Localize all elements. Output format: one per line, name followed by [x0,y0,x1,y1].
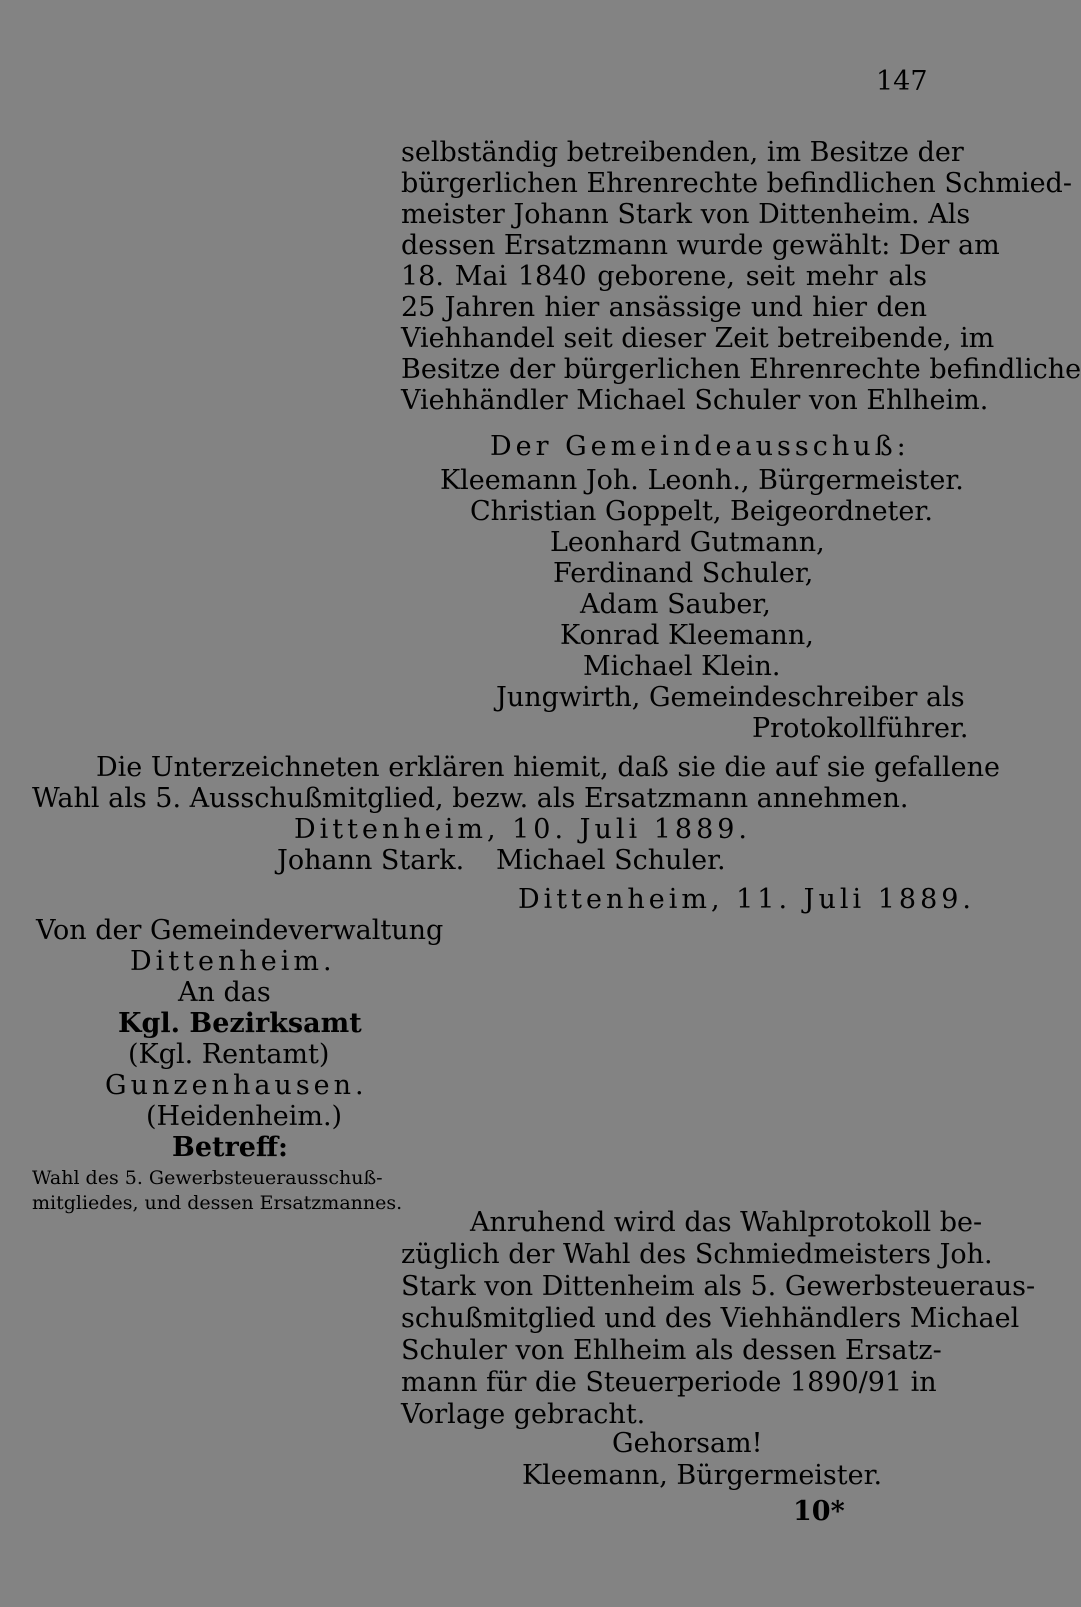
page-number: 147 [876,66,928,97]
subject-label: Betreff: [172,1132,289,1163]
subject-line: Wahl des 5. Gewerbsteuerausschuß- [32,1167,383,1189]
paragraph-line: Besitze der bürgerlichen Ehrenrechte befindliche [401,354,1081,385]
committee-member: Protokollführer. [752,713,969,744]
paragraph-line: 18. Mai 1840 geborene, seit mehr als [401,261,927,292]
committee-member: Leonhard Gutmann, [550,527,825,558]
paragraph-line: meister Johann Stark von Dittenheim. Als [401,199,971,230]
committee-member: Adam Sauber, [580,589,771,620]
committee-member: Michael Klein. [583,651,781,682]
signature-mark: 10* [793,1496,845,1527]
recipient-suboffice: (Kgl. Rentamt) [128,1039,330,1070]
body-line: mann für die Steuerperiode 1890/91 in [401,1367,937,1398]
declaration-line: Die Unterzeichneten erklären hiemit, daß sie die auf sie gefallene [96,752,1000,783]
declaration-place-date: Dittenheim, 10. Juli 1889. [294,814,752,845]
address-to: An das [178,977,271,1008]
paragraph-line: dessen Ersatzmann wurde gewählt: Der am [401,230,1000,261]
recipient-city-sub: (Heidenheim.) [146,1101,343,1132]
committee-heading: Der Gemeindeausschuß: [490,431,910,462]
paragraph-line: Viehhändler Michael Schuler von Ehlheim. [401,385,989,416]
paragraph-line: bürgerlichen Ehrenrechte befindlichen Schmied- [401,168,1072,199]
body-line: schußmitglied und des Viehhändlers Michael [401,1303,1020,1334]
closing: Gehorsam! [612,1428,763,1459]
signature-stark: Johann Stark. [277,845,465,876]
body-line: züglich der Wahl des Schmiedmeisters Joh. [401,1239,993,1270]
recipient-office: Kgl. Bezirksamt [118,1008,362,1039]
subject-line: mitgliedes, und dessen Ersatzmannes. [32,1192,403,1214]
committee-member: Ferdinand Schuler, [553,558,814,589]
body-line: Schuler von Ehlheim als dessen Ersatz- [401,1335,942,1366]
paragraph-line: Viehhandel seit dieser Zeit betreibende, im [401,323,995,354]
body-line: Stark von Dittenheim als 5. Gewerbsteueraus- [401,1271,1036,1302]
committee-member: Konrad Kleemann, [560,620,814,651]
committee-member: Jungwirth, Gemeindeschreiber als [496,682,965,713]
signature-schuler: Michael Schuler. [496,845,726,876]
declaration-line: Wahl als 5. Ausschußmitglied, bezw. als Ersatzmann annehmen. [32,783,909,814]
paragraph-line: 25 Jahren hier ansässige und hier den [401,292,927,323]
closing-signature: Kleemann, Bürgermeister. [522,1460,883,1491]
sender-place: Dittenheim. [130,946,336,977]
committee-member: Christian Goppelt, Beigeordneter. [470,496,933,527]
paragraph-line: selbständig betreibenden, im Besitze der [401,137,964,168]
body-line: Anruhend wird das Wahlprotokoll be- [470,1207,983,1238]
letter-place-date: Dittenheim, 11. Juli 1889. [518,884,976,915]
recipient-city: Gunzenhausen. [105,1070,368,1101]
committee-member: Kleemann Joh. Leonh., Bürgermeister. [440,465,964,496]
sender-line: Von der Gemeindeverwaltung [36,915,444,946]
body-line: Vorlage gebracht. [401,1399,646,1430]
